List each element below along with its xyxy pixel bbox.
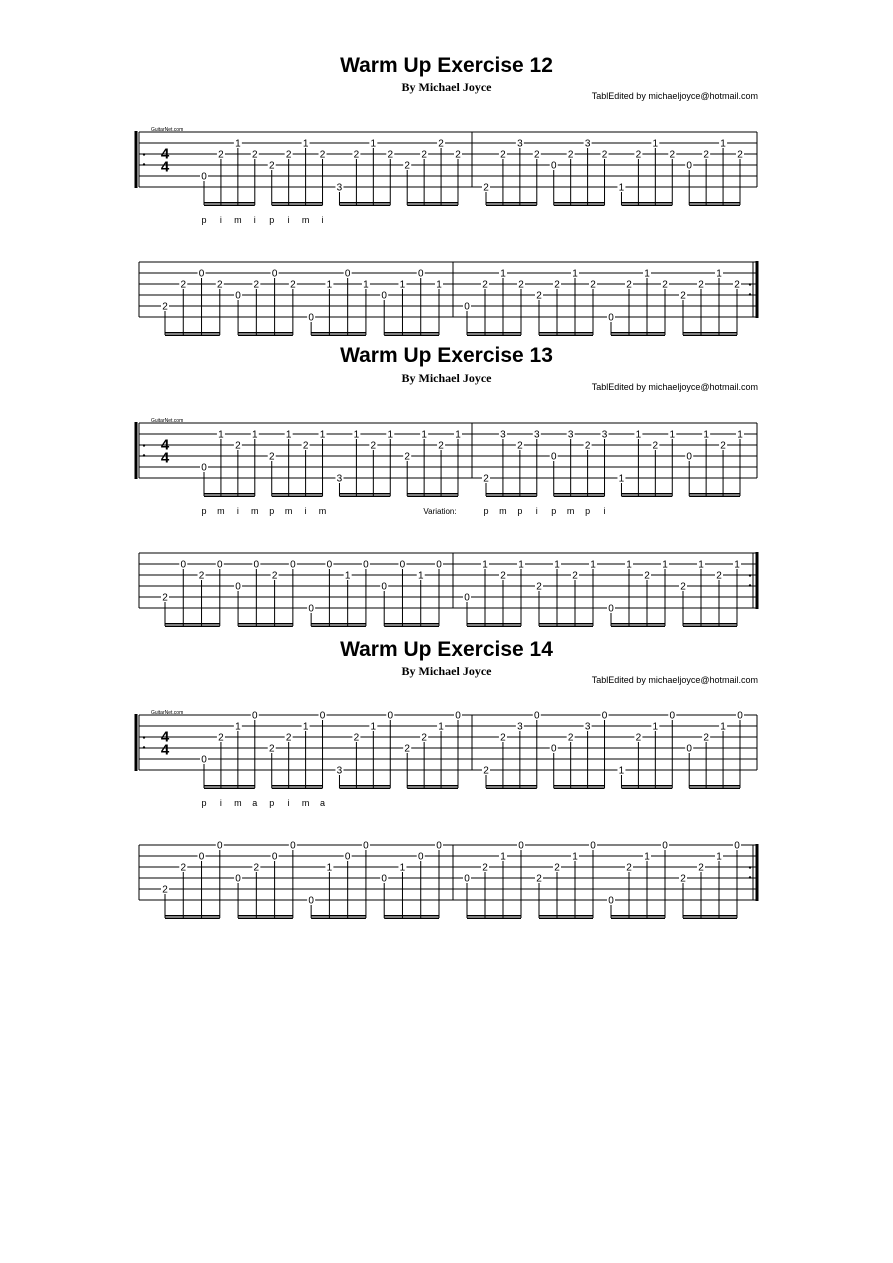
fret-number: 0 [590, 840, 596, 852]
fingering-label: i [219, 215, 222, 225]
beam [611, 918, 665, 920]
fingering-label: p [201, 215, 207, 225]
fret-number: 0 [455, 710, 461, 722]
fret-number: 0 [534, 710, 540, 722]
fret-number: 0 [464, 592, 470, 604]
fret-number: 0 [686, 160, 692, 172]
fret-number: 1 [554, 559, 560, 571]
fret-number: 2 [302, 440, 309, 452]
fret-number: 2 [235, 440, 241, 452]
fret-number: 1 [716, 851, 722, 863]
fret-number: 1 [669, 429, 676, 441]
fret-number: 1 [572, 851, 578, 863]
fret-number: 3 [517, 138, 523, 150]
fret-number: 2 [703, 149, 709, 161]
fret-number: 2 [271, 570, 278, 582]
beam [238, 915, 293, 917]
fret-number: 0 [737, 710, 743, 722]
fret-number: 1 [716, 268, 722, 280]
fret-number: 0 [201, 462, 207, 474]
fret-number: 0 [235, 290, 241, 302]
fret-number: 0 [319, 710, 326, 722]
fret-number: 0 [464, 301, 470, 313]
fret-number: 1 [618, 473, 625, 485]
fret-number: 0 [417, 851, 424, 863]
fret-number: 3 [336, 182, 343, 194]
fret-number: 2 [404, 160, 410, 172]
guitar-logo: GuitarNet.com [151, 710, 184, 716]
beam [238, 918, 293, 920]
variation-fingering-label: p [551, 506, 557, 516]
fret-number: 2 [290, 279, 296, 291]
fret-number: 1 [644, 851, 650, 863]
fret-number: 2 [353, 732, 360, 744]
fret-number: 1 [370, 138, 377, 150]
fret-number: 2 [252, 149, 258, 161]
fret-number: 0 [201, 754, 207, 766]
fret-number: 2 [680, 290, 686, 302]
fret-number: 2 [217, 279, 223, 291]
fret-number: 2 [319, 149, 326, 161]
fingering-label: a [320, 798, 326, 808]
repeat-dot [749, 876, 751, 878]
fret-number: 0 [235, 581, 241, 593]
fret-number: 2 [626, 862, 632, 874]
fret-number: 2 [716, 570, 722, 582]
fret-number: 0 [381, 873, 387, 885]
fret-number: 0 [608, 603, 614, 615]
fret-number: 1 [590, 559, 596, 571]
fret-number: 0 [686, 451, 692, 463]
fingering-label: m [234, 798, 242, 808]
fret-number: 1 [703, 429, 709, 441]
variation-fingering-label: p [483, 506, 489, 516]
fret-number: 2 [536, 290, 542, 302]
fret-number: 1 [363, 279, 369, 291]
fret-number: 0 [550, 160, 557, 172]
fret-number: 0 [363, 840, 369, 852]
fret-number: 2 [421, 149, 427, 161]
fingering-label: p [201, 506, 207, 516]
exercise-author: By Michael Joyce [401, 371, 492, 385]
fret-number: 0 [198, 851, 205, 863]
fret-number: 0 [608, 895, 614, 907]
fret-number: 1 [626, 559, 632, 571]
fret-number: 1 [436, 279, 442, 291]
beam [683, 918, 737, 920]
fret-number: 0 [381, 290, 387, 302]
fret-number: 1 [618, 765, 625, 777]
fret-number: 1 [417, 570, 424, 582]
fret-number: 2 [698, 279, 704, 291]
fret-number: 2 [370, 440, 377, 452]
fret-number: 2 [500, 149, 506, 161]
fret-number: 0 [436, 840, 442, 852]
fret-number: 0 [271, 268, 278, 280]
fret-number: 2 [698, 862, 704, 874]
fret-number: 1 [618, 182, 625, 194]
fret-number: 3 [567, 429, 574, 441]
fret-number: 3 [500, 429, 506, 441]
fingering-label: i [321, 215, 324, 225]
fret-number: 1 [737, 429, 743, 441]
time-signature-numerator: 4 [160, 436, 170, 454]
fret-number: 2 [268, 451, 275, 463]
fret-number: 2 [218, 732, 224, 744]
fret-number: 2 [438, 138, 444, 150]
fret-number: 2 [536, 581, 542, 593]
fingering-label: m [234, 215, 242, 225]
fret-number: 2 [554, 862, 560, 874]
beam [165, 918, 220, 920]
variation-fingering-label: i [535, 506, 538, 516]
fret-number: 2 [483, 765, 489, 777]
beam [311, 918, 366, 920]
fret-number: 2 [536, 873, 542, 885]
fingering-label: m [318, 506, 327, 516]
fret-number: 0 [363, 559, 369, 571]
fret-number: 2 [218, 149, 224, 161]
fret-number: 3 [517, 721, 523, 733]
fret-number: 0 [217, 559, 223, 571]
time-signature-denominator: 4 [160, 741, 170, 759]
fret-number: 0 [417, 268, 424, 280]
fret-number: 0 [608, 312, 614, 324]
fret-number: 2 [268, 160, 275, 172]
fret-number: 0 [308, 312, 314, 324]
fret-number: 2 [162, 592, 168, 604]
exercise-author: By Michael Joyce [401, 664, 492, 678]
fret-number: 3 [584, 138, 591, 150]
fret-number: 2 [285, 732, 292, 744]
fret-number: 2 [483, 182, 489, 194]
fret-number: 2 [517, 440, 523, 452]
fret-number: 0 [436, 559, 442, 571]
fingering-label: m [301, 215, 310, 225]
fret-number: 2 [567, 149, 574, 161]
beam [539, 918, 593, 920]
fret-number: 3 [336, 765, 343, 777]
fret-number: 2 [567, 732, 574, 744]
fret-number: 1 [285, 429, 292, 441]
fret-number: 3 [601, 429, 608, 441]
fret-number: 2 [601, 149, 608, 161]
fret-number: 1 [319, 429, 326, 441]
fret-number: 1 [235, 721, 241, 733]
time-signature-numerator: 4 [160, 145, 170, 163]
fret-number: 0 [387, 710, 394, 722]
fret-number: 2 [703, 732, 709, 744]
fret-number: 2 [404, 743, 410, 755]
fret-number: 0 [399, 559, 406, 571]
fret-number: 2 [500, 570, 506, 582]
exercise-title: Warm Up Exercise 12 [340, 54, 553, 77]
fret-number: 3 [336, 473, 343, 485]
fret-number: 1 [482, 559, 488, 571]
fret-number: 2 [669, 149, 676, 161]
fret-number: 0 [198, 268, 205, 280]
fret-number: 1 [399, 279, 406, 291]
fret-number: 1 [720, 721, 726, 733]
fret-number: 2 [268, 743, 275, 755]
fret-number: 1 [698, 559, 704, 571]
fret-number: 2 [198, 570, 205, 582]
fret-number: 2 [482, 862, 488, 874]
fret-number: 1 [218, 429, 224, 441]
fingering-label: i [219, 798, 222, 808]
fret-number: 1 [500, 851, 506, 863]
fret-number: 1 [252, 429, 258, 441]
fret-number: 2 [482, 279, 488, 291]
variation-fingering-label: i [603, 506, 606, 516]
fret-number: 1 [572, 268, 578, 280]
fret-number: 0 [201, 171, 207, 183]
fret-number: 1 [500, 268, 506, 280]
beam [384, 918, 439, 920]
variation-fingering-label: p [585, 506, 591, 516]
fret-number: 2 [180, 862, 187, 874]
fret-number: 2 [162, 884, 168, 896]
fret-number: 1 [662, 559, 668, 571]
fret-number: 2 [590, 279, 596, 291]
fret-number: 1 [399, 862, 406, 874]
beam [683, 915, 737, 917]
fret-number: 2 [253, 862, 260, 874]
fingering-label: p [269, 506, 275, 516]
fret-number: 2 [162, 301, 168, 313]
fret-number: 2 [483, 473, 489, 485]
fret-number: 0 [601, 710, 608, 722]
beam [467, 915, 521, 917]
repeat-dot [749, 866, 751, 868]
fret-number: 1 [635, 429, 642, 441]
time-signature-denominator: 4 [160, 449, 170, 467]
fret-number: 0 [686, 743, 692, 755]
fret-number: 2 [500, 732, 506, 744]
fret-number: 0 [271, 851, 278, 863]
tabledited-credit: TablEdited by michaeljoyce@hotmail.com [591, 91, 758, 101]
fingering-label: m [217, 506, 225, 516]
fret-number: 2 [455, 149, 461, 161]
exercise-title: Warm Up Exercise 13 [340, 344, 553, 367]
variation-label: Variation: [423, 507, 457, 516]
fret-number: 0 [662, 840, 668, 852]
fret-number: 2 [353, 149, 360, 161]
fret-number: 2 [662, 279, 668, 291]
fret-number: 1 [302, 138, 309, 150]
variation-fingering-label: m [566, 506, 575, 516]
fret-number: 0 [217, 840, 223, 852]
variation-fingering-label: m [499, 506, 507, 516]
fret-number: 0 [180, 559, 187, 571]
fingering-label: p [201, 798, 207, 808]
fret-number: 2 [652, 440, 659, 452]
fret-number: 1 [652, 138, 659, 150]
fret-number: 2 [737, 149, 743, 161]
fingering-label: i [236, 506, 239, 516]
fret-number: 2 [387, 149, 394, 161]
fret-number: 0 [734, 840, 740, 852]
fret-number: 2 [644, 570, 650, 582]
fret-number: 0 [550, 743, 557, 755]
fingering-label: p [269, 215, 275, 225]
fret-number: 0 [252, 710, 258, 722]
fret-number: 2 [253, 279, 260, 291]
fret-number: 0 [290, 840, 296, 852]
fingering-label: m [301, 798, 310, 808]
fret-number: 0 [550, 451, 557, 463]
fret-number: 2 [734, 279, 740, 291]
beam [165, 915, 220, 917]
fret-number: 0 [308, 895, 314, 907]
fret-number: 0 [235, 873, 241, 885]
fret-number: 2 [404, 451, 410, 463]
fret-number: 1 [344, 570, 351, 582]
fret-number: 0 [381, 581, 387, 593]
fret-number: 1 [387, 429, 394, 441]
fret-number: 1 [235, 138, 241, 150]
fret-number: 0 [518, 840, 524, 852]
fret-number: 0 [669, 710, 676, 722]
fingering-label: m [284, 506, 293, 516]
fret-number: 1 [370, 721, 377, 733]
tabledited-credit: TablEdited by michaeljoyce@hotmail.com [591, 382, 758, 392]
time-signature-numerator: 4 [160, 728, 170, 746]
fret-number: 2 [554, 279, 560, 291]
variation-fingering-label: p [517, 506, 523, 516]
fret-number: 1 [353, 429, 360, 441]
fret-number: 2 [720, 440, 726, 452]
fret-number: 3 [584, 721, 591, 733]
fret-number: 1 [734, 559, 740, 571]
fret-number: 2 [285, 149, 292, 161]
fingering-label: m [251, 506, 259, 516]
fret-number: 0 [308, 603, 314, 615]
fret-number: 2 [534, 149, 540, 161]
fret-number: 0 [344, 851, 351, 863]
fret-number: 0 [253, 559, 260, 571]
beam [611, 915, 665, 917]
fret-number: 2 [680, 873, 686, 885]
fret-number: 2 [626, 279, 632, 291]
fret-number: 3 [534, 429, 540, 441]
exercise-author: By Michael Joyce [401, 80, 492, 94]
fret-number: 1 [720, 138, 726, 150]
fret-number: 0 [464, 873, 470, 885]
fret-number: 1 [438, 721, 444, 733]
fret-number: 1 [652, 721, 659, 733]
time-signature-denominator: 4 [160, 158, 170, 176]
fret-number: 0 [326, 559, 333, 571]
fret-number: 1 [302, 721, 309, 733]
fret-number: 2 [180, 279, 187, 291]
beam [384, 915, 439, 917]
guitar-logo: GuitarNet.com [151, 418, 184, 424]
fret-number: 2 [421, 732, 427, 744]
fingering-label: p [269, 798, 275, 808]
fret-number: 2 [518, 279, 524, 291]
fret-number: 0 [290, 559, 296, 571]
beam [539, 915, 593, 917]
fret-number: 1 [421, 429, 427, 441]
tabledited-credit: TablEdited by michaeljoyce@hotmail.com [591, 675, 758, 685]
guitar-logo: GuitarNet.com [151, 127, 184, 133]
fret-number: 1 [326, 862, 333, 874]
fret-number: 1 [518, 559, 524, 571]
fret-number: 2 [572, 570, 578, 582]
beam [467, 918, 521, 920]
beam [311, 915, 366, 917]
fret-number: 2 [438, 440, 444, 452]
fret-number: 2 [680, 581, 686, 593]
fingering-label: i [304, 506, 307, 516]
exercise-title: Warm Up Exercise 14 [340, 638, 553, 661]
fingering-label: i [287, 215, 290, 225]
fret-number: 1 [644, 268, 650, 280]
fingering-label: a [252, 798, 258, 808]
fret-number: 2 [635, 149, 642, 161]
fret-number: 2 [635, 732, 642, 744]
fret-number: 1 [455, 429, 461, 441]
fret-number: 1 [326, 279, 333, 291]
fingering-label: i [253, 215, 256, 225]
fingering-label: i [287, 798, 290, 808]
fret-number: 2 [584, 440, 591, 452]
fret-number: 0 [344, 268, 351, 280]
